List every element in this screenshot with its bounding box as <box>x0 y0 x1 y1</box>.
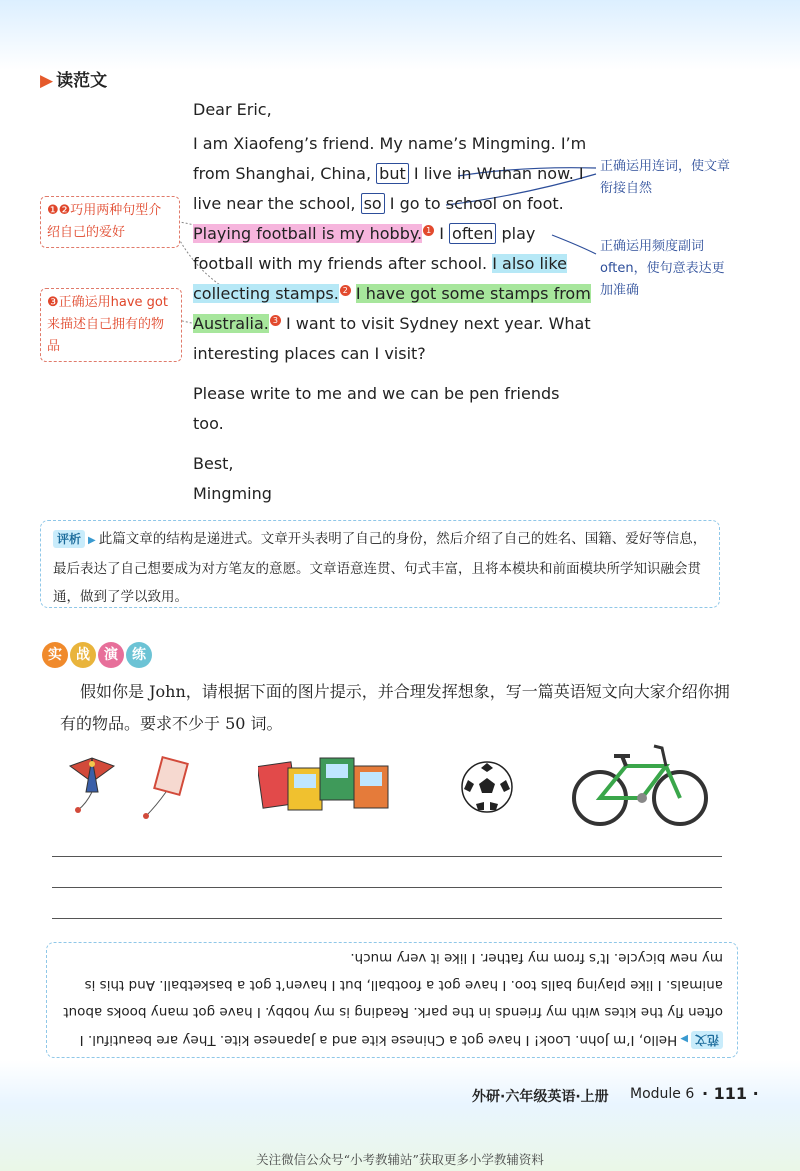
analysis-box <box>40 520 720 608</box>
triangle-icon: ▶ <box>88 535 96 546</box>
practice-title-char: 实 <box>42 642 68 668</box>
letter-body <box>193 129 593 369</box>
note-marker-1: 1 <box>423 225 434 236</box>
highlight-stamps-sentence: I also like collecting stamps. <box>193 254 567 303</box>
practice-title-char: 演 <box>98 642 124 668</box>
footer-book-title: 外研·六年级英语·上册 <box>472 1089 609 1105</box>
page-number: · 111 · <box>702 1084 759 1103</box>
annotation-frequency-adverb: 正确运用频度副词 often，使句意表达更加准确 <box>600 239 725 298</box>
sample-letter <box>193 95 593 509</box>
japanese-kite-icon <box>143 757 188 819</box>
answer-line <box>52 918 722 919</box>
note-marker-3: 3 <box>270 315 281 326</box>
boxed-word-so: so <box>361 193 385 214</box>
chinese-kite-icon <box>70 758 114 813</box>
letter-text: I live in Wuhan now. I live near the school, <box>193 164 584 213</box>
analysis-text: 此篇文章的结构是递进式。文章开头表明了自己的身份，然后介绍了自己的姓名、国籍、爱好等信息，最后表达了自己想要成为对方笔友的意愿。文章语意连贯、句式丰富，且将本模块和前面模块所学知识融会贯通，做到了学以致用。 <box>53 531 707 605</box>
highlight-australia-sentence: I have got some stamps from Australia. <box>193 284 591 333</box>
letter-paragraph-2: Please write to me and we can be pen friends too. <box>193 384 560 433</box>
writing-task: 假如你是 John，请根据下面的图片提示，并合理发挥想象，写一篇英语短文向大家介绍你拥有的物品。要求不少于 50 词。 <box>60 682 730 733</box>
watermark-text: 关注微信公众号“小考教辅站”获取更多小学教辅资料 <box>256 1152 544 1167</box>
boxed-word-but: but <box>376 163 409 184</box>
practice-title <box>42 642 152 668</box>
annotation-have-got: ❸正确运用have got来描述自己拥有的物品 <box>40 288 182 362</box>
letter-greeting: Dear Eric, <box>193 100 272 119</box>
practice-title-char: 练 <box>126 642 152 668</box>
letter-text: I go to school on foot. <box>384 194 564 213</box>
highlight-hobby-sentence: Playing football is my hobby. <box>193 224 423 243</box>
section-title: 读范文 <box>56 71 108 91</box>
letter-text: I want to visit Sydney next year. What interesting places can I visit? <box>193 314 591 363</box>
answer-line <box>52 856 722 857</box>
sample-answer-box <box>46 942 738 1058</box>
sample-label: 范文 <box>691 1031 723 1049</box>
annotation-hobby-patterns: ❶❷巧用两种句型介绍自己的爱好 <box>40 196 180 248</box>
kites-image <box>66 752 196 824</box>
letter-text: I am Xiaofeng’s friend. My name’s Mingming. I’m from Shanghai, China, <box>193 134 587 183</box>
practice-title-char: 战 <box>70 642 96 668</box>
books-image <box>258 754 394 818</box>
triangle-icon: ▶ <box>680 1033 688 1044</box>
letter-closing: Best, <box>193 454 234 473</box>
bicycle-image <box>570 740 710 828</box>
footer-module: Module 6 <box>630 1086 695 1102</box>
letter-signature: Mingming <box>193 484 272 503</box>
letter-text: I <box>434 224 450 243</box>
answer-line <box>52 887 722 888</box>
football-image <box>460 760 514 814</box>
note-marker-2: 2 <box>340 285 351 296</box>
triangle-icon: ▶ <box>40 71 54 91</box>
sample-answer <box>47 940 737 1057</box>
annotation-conjunctions: 正确运用连词，使文章衔接自然 <box>600 159 731 196</box>
analysis-label: 评析 <box>53 530 85 548</box>
boxed-word-often: often <box>449 223 496 244</box>
letter-text: play football with my friends after school. <box>193 224 536 273</box>
sample-text: Hello, I’m John. Look! I have got a Chinese kite and a Japanese kite. They are beautiful. I often fly the kites with my friends in the park. Reading is my hobby. I have got many books about animals. I like playing balls too. I have got a football, but I haven’t got a basketball. And this is my new bicycle. It’s from my father. I like it very much. <box>63 950 723 1048</box>
